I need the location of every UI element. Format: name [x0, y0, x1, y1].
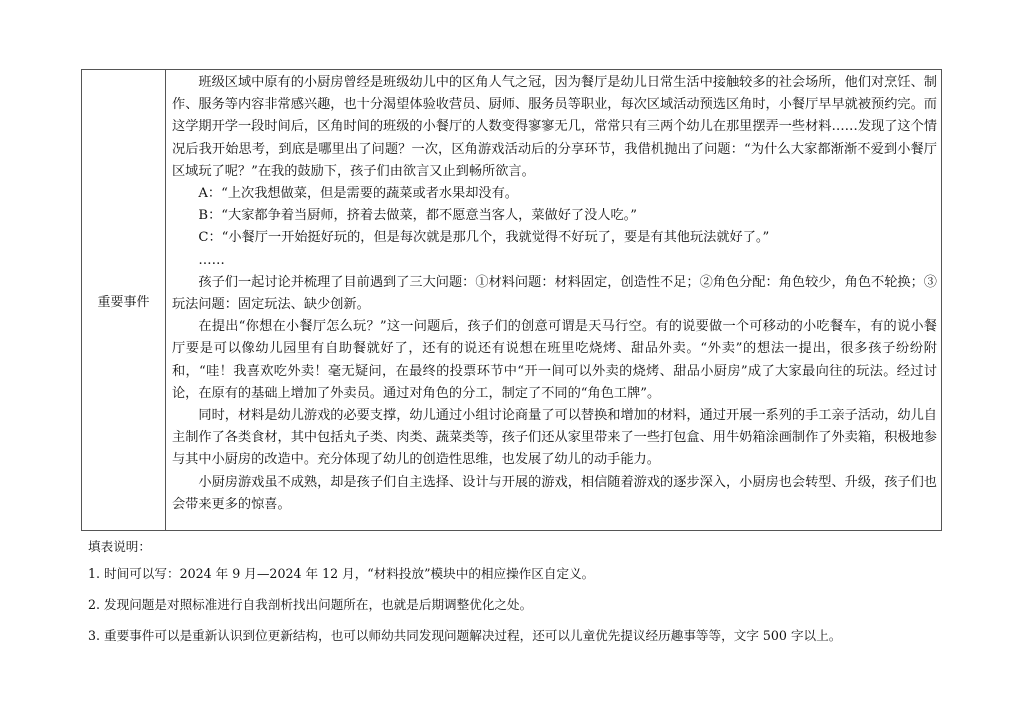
table-label-cell [82, 70, 166, 530]
notes-title: 填表说明： [88, 539, 151, 554]
paragraph-materials: 同时，材料是幼儿游戏的必要支撑，幼儿通过小组讨论商量了可以替换和增加的材料，通过开展一系列的手工亲子活动，幼儿自主制作了各类食材，其中包括丸子类、肉类、蔬菜类等，孩子们还从家里带来了一些打包盒、用牛奶箱涂画制作了外卖箱，积极地参与其中小厨房的改造中。充分体现了幼儿的创造性思维，也发展了幼儿的动手能力。 [172, 408, 937, 468]
event-table [81, 69, 942, 531]
table-content-cell [166, 70, 941, 530]
dialog-a: A：“上次我想做菜，但是需要的蔬菜或者水果却没有。 [198, 186, 518, 202]
dialog-c: C：“小餐厅一开始挺好玩的，但是每次就是那几个，我就觉得不好玩了，要是有其他玩法就好了。” [198, 230, 770, 246]
paragraph-ideas: 在提出“你想在小餐厅怎么玩？”这一问题后，孩子们的创意可谓是天马行空。有的说要做一个可移动的小吃餐车，有的说小餐厅要是可以像幼儿园里有自助餐就好了，还有的说还有说想在班里吃烧烤、甜品外卖。“外卖”的想法一提出，很多孩子纷纷附和，“哇！我喜欢吃外卖！毫无疑问，在最终的投票环节中“开一间可以外卖的烧烤、甜品小厨房”成了大家最向往的玩法。经过讨论，在原有的基础上增加了外卖员。通过对角色的分工，制定了不同的“角色工牌”。 [172, 319, 937, 401]
paragraph-conclusion: 小厨房游戏虽不成熟，却是孩子们自主选择、设计与开展的游戏，相信随着游戏的逐步深入，小厨房也会转型、升级，孩子们也会带来更多的惊喜。 [172, 474, 937, 512]
paragraph-problems: 孩子们一起讨论并梳理了目前遇到了三大问题：①材料问题：材料固定，创造性不足；②角色分配：角色较少，角色不轮换；③玩法问题：固定玩法、缺少创新。 [172, 274, 937, 313]
dialog-ellipsis: …… [198, 252, 225, 268]
paragraph-intro: 班级区域中原有的小厨房曾经是班级幼儿中的区角人气之冠，因为餐厅是幼儿日常生活中接触较多的社会场所，他们对烹饪、制作、服务等内容非常感兴趣，也十分渴望体验收营员、厨师、服务员等职业，每次区域活动预选区角时，小餐厅早早就被预约完。而这学期开学一段时间后，区角时间的班级的小餐厅的人数变得寥寥无几，常常只有三两个幼儿在那里摆弄一些材料……发现了这个情况后我开始思考，到底是哪里出了问题？一次，区角游戏活动后的分享环节，我借机抛出了问题：“为什么大家都渐渐不爱到小餐厅区域玩了呢？”在我的鼓励下，孩子们由欲言又止到畅所欲言。 [172, 75, 937, 179]
form-notes [88, 536, 958, 656]
note-item-1: 1. 时间可以写：2024 年 9 月—2024 年 12 月，“材料投放”模块中的相应操作区自定义。 [88, 566, 595, 581]
dialog-b: B：“大家都争着当厨师，挤着去做菜，都不愿意当客人，菜做好了没人吃。” [198, 208, 637, 224]
note-item-3: 3. 重要事件可以是重新认识到位更新结构，也可以师幼共同发现问题解决过程，还可以儿童优先提议经历趣事等等，文字 500 字以上。 [88, 628, 842, 643]
table-label: 重要事件 [97, 294, 150, 310]
note-item-2: 2. 发现问题是对照标准进行自我剖析找出问题所在，也就是后期调整优化之处。 [88, 597, 533, 612]
